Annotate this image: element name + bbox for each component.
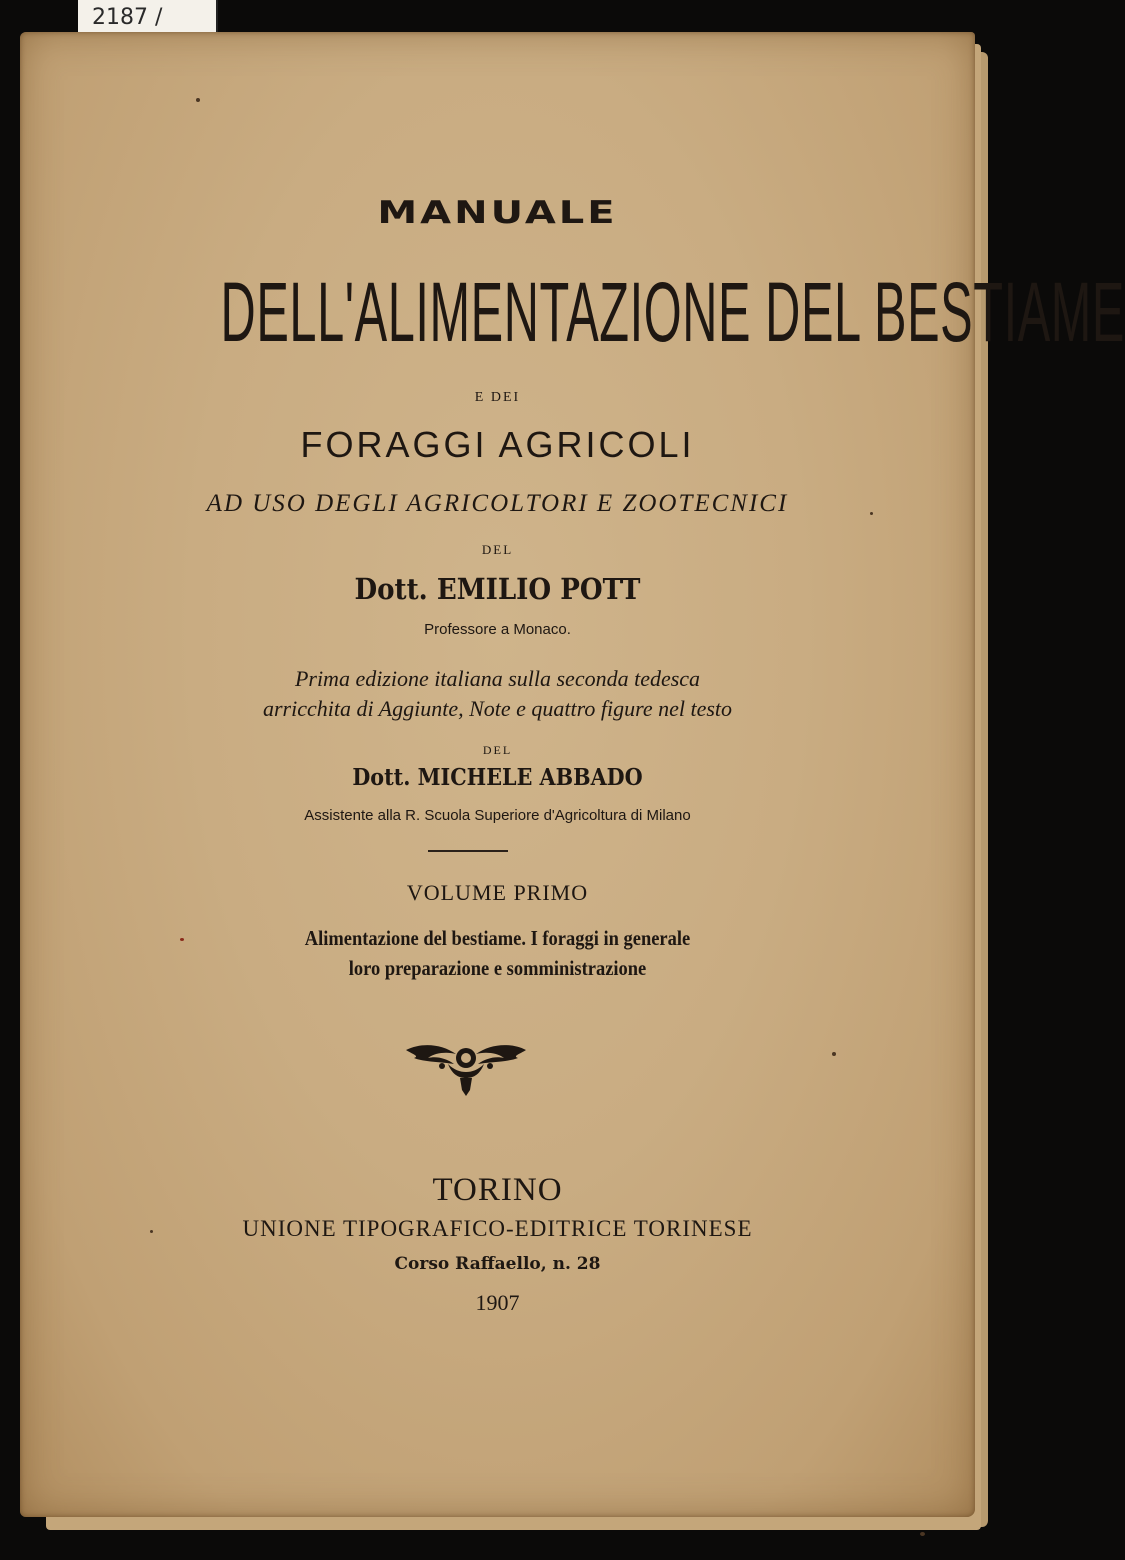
- printer-ornament-icon: [402, 1036, 530, 1100]
- author-role: Professore a Monaco.: [424, 621, 571, 638]
- paper-speck: [920, 1532, 925, 1536]
- volume-label: VOLUME PRIMO: [406, 880, 589, 905]
- paper-speck: [180, 938, 184, 941]
- by-label: DEL: [481, 542, 514, 557]
- divider-rule: [428, 850, 508, 852]
- translator-name: Dott. MICHELE ABBADO: [352, 764, 643, 791]
- edition-line: Prima edizione italiana sulla seconda tedesca: [294, 666, 701, 691]
- conjunction-text: E DEI: [474, 390, 521, 405]
- audience-line: AD USO DEGLI AGRICOLTORI E ZOOTECNICI: [206, 490, 789, 517]
- publication-place: TORINO: [432, 1172, 563, 1208]
- main-title: DELL'ALIMENTAZIONE DEL BESTIAME: [220, 265, 1125, 359]
- by-label-translator: DEL: [482, 743, 513, 757]
- subtitle: FORAGGI AGRICOLI: [300, 424, 695, 465]
- series-title: MANUALE: [377, 195, 618, 231]
- author-name: Dott. EMILIO POTT: [354, 572, 641, 606]
- paper-speck: [196, 98, 200, 102]
- volume-subject-line: Alimentazione del bestiame. I foraggi in generale: [304, 926, 691, 950]
- paper-speck: [832, 1052, 836, 1056]
- publication-year: 1907: [475, 1290, 520, 1315]
- paper-speck: [870, 512, 873, 515]
- paper-speck: [150, 1230, 153, 1233]
- publisher-address: Corso Raffaello, n. 28: [394, 1254, 601, 1274]
- archive-label: 2187 /: [78, 0, 218, 36]
- cover-paper: [20, 32, 1125, 1517]
- translator-role: Assistente alla R. Scuola Superiore d'Agricoltura di Milano: [304, 807, 691, 824]
- edition-line-2: arricchita di Aggiunte, Note e quattro figure nel testo: [262, 696, 733, 721]
- volume-subject-line-2: loro preparazione e somministrazione: [348, 956, 647, 980]
- publisher-name: UNIONE TIPOGRAFICO-EDITRICE TORINESE: [242, 1216, 753, 1241]
